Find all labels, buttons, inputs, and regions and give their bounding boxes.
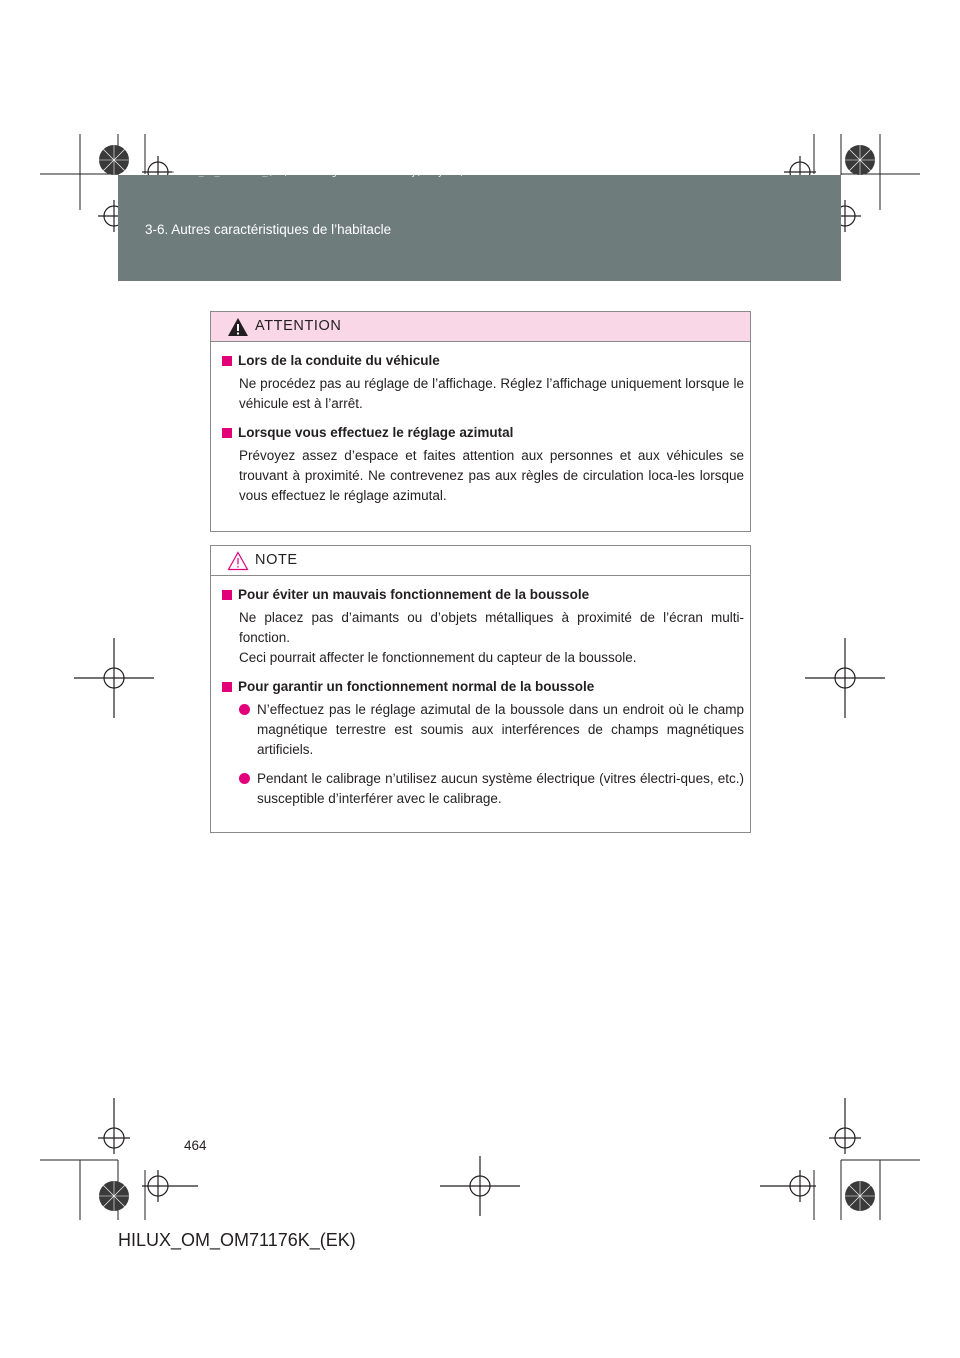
note-item-title: Pour garantir un fonctionnement normal de la boussole xyxy=(222,679,744,694)
attention-label: ATTENTION xyxy=(255,318,342,334)
footer-code: HILUX_OM_OM71176K_(EK) xyxy=(118,1230,356,1250)
book-stamp: HILUX_OM_OM71176K_(EK).book Page 464 Wednesday, May 16, 2012 2:32 PM xyxy=(172,168,534,178)
note-header xyxy=(211,546,750,576)
note-item-title: Pour éviter un mauvais fonctionnement de la boussole xyxy=(222,587,744,602)
square-bullet-icon xyxy=(222,682,232,692)
square-bullet-icon xyxy=(222,356,232,366)
note-box xyxy=(210,545,751,833)
note-bullet: Pendant le calibrage n’utilisez aucun système électrique (vitres électri-ques, etc.) susceptible d’interférer avec le calibrage. xyxy=(239,769,744,809)
attention-item-text: Ne procédez pas au réglage de l’affichage. Réglez l’affichage uniquement lorsque le véhicule est à l’arrêt. xyxy=(239,376,744,411)
round-bullet-icon xyxy=(239,704,250,715)
attention-item-title: Lorsque vous effectuez le réglage azimutal xyxy=(222,425,744,440)
attention-box xyxy=(210,311,751,532)
attention-header xyxy=(211,312,750,342)
attention-item-text: Prévoyez assez d’espace et faites attention aux personnes et aux véhicules se trouvant à proximité. Ne contrevenez pas aux règles de circulation loca-les lorsque vous effectuez le réglage azimutal. xyxy=(239,448,744,503)
note-bullet: N’effectuez pas le réglage azimutal de la boussole dans un endroit où le champ magnétique terrestre est soumis aux interférences de champs magnétiques artificiels. xyxy=(239,700,744,760)
note-item-text: Ne placez pas d’aimants ou d’objets métalliques à proximité de l’écran multi-fonction. Ceci pourrait affecter le fonctionnement du capteur de la boussole. xyxy=(239,610,744,665)
attention-item-title: Lors de la conduite du véhicule xyxy=(222,353,744,368)
square-bullet-icon xyxy=(222,590,232,600)
round-bullet-icon xyxy=(239,773,250,784)
section-title: 3-6. Autres caractéristiques de l’habitacle xyxy=(145,222,392,237)
page-number: 464 xyxy=(184,1138,207,1153)
note-label: NOTE xyxy=(255,552,298,568)
square-bullet-icon xyxy=(222,428,232,438)
caution-outline-icon xyxy=(227,551,249,571)
warning-icon xyxy=(227,317,249,337)
